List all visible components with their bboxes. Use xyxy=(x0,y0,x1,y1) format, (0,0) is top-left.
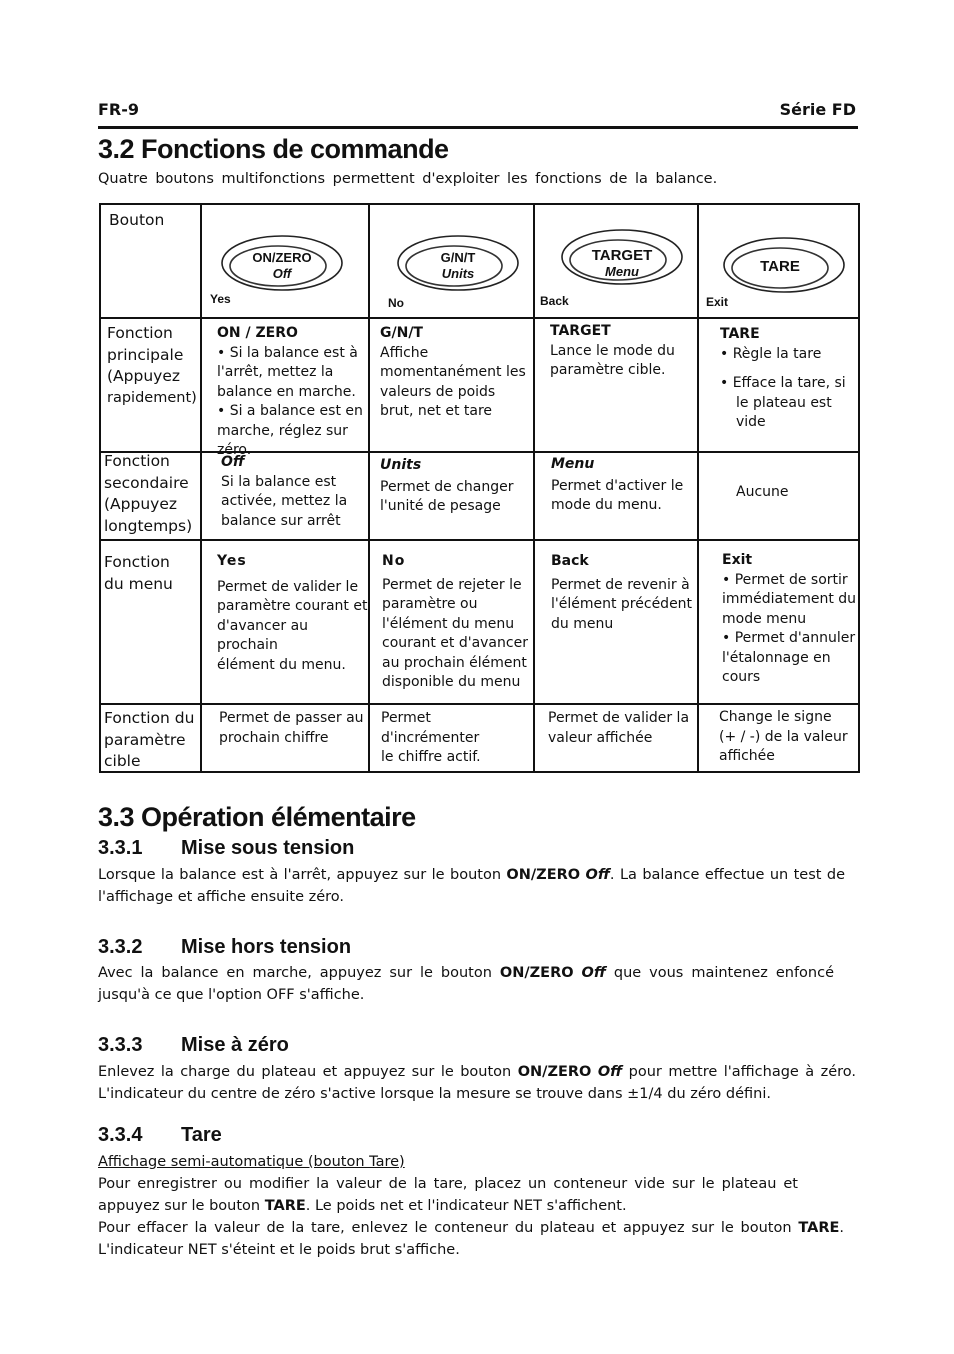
secondary-units: Units Permet de changer l'unité de pesage xyxy=(380,457,514,514)
primary-tare: TARE • Règle la tare • Efface la tare, si le plateau est vide xyxy=(720,326,846,430)
table-divider xyxy=(99,451,860,453)
page-header xyxy=(98,100,858,129)
button-caption: No xyxy=(388,296,404,310)
primary-on-zero: ON / ZERO • Si la balance est à l'arrêt, mettez la balance en marche. • Si a balance est en marche, réglez sur zéro. xyxy=(217,325,363,458)
secondary-none: Aucune xyxy=(736,484,789,500)
button-caption: Yes xyxy=(210,292,231,306)
button-label: TARE xyxy=(760,258,800,275)
series-name: Série FD xyxy=(779,100,856,119)
button-sub-label: Menu xyxy=(605,264,639,279)
menu-no: No Permet de rejeter le paramètre ou l'élément du menu courant et d'avancer au prochain élément disponible du menu xyxy=(382,553,528,690)
row-label-target: Fonction du paramètre cible xyxy=(104,709,195,770)
table-divider xyxy=(368,203,370,773)
secondary-off: Off Si la balance est activée, mettez la balance sur arrêt xyxy=(221,454,348,529)
target-on-zero: Permet de passer au prochain chiffre xyxy=(219,710,364,746)
section-3-3-4-body: Affichage semi-automatique (bouton Tare) Pour enregistrer ou modifier la valeur de la tare, placez un conteneur vide sur le plateau et appuyez sur le bouton TARE. Le poids net et l'indicateur NET s'affichent. Pour effacer la valeur de la tare, enlevez le conteneur du plateau et appuyez sur le bouton TARE. L'indicateur NET s'éteint et le poids brut s'affiche. xyxy=(98,1151,856,1261)
row-label-secondary: Fonction secondaire (Appuyez longtemps) xyxy=(104,452,193,535)
target-target: Permet de valider la valeur affichée xyxy=(548,710,690,746)
section-3-2-intro: Quatre boutons multifonctions permettent d'exploiter les fonctions de la balance. xyxy=(98,171,718,187)
row-label-menu: Fonction du menu xyxy=(104,553,173,593)
row-label-primary: Fonction principale (Appuyez rapidement) xyxy=(107,324,197,406)
page-number: FR-9 xyxy=(98,100,140,119)
button-label: G/N/T xyxy=(440,250,476,265)
target-tare: Change le signe (+ / -) de la valeur affichée xyxy=(719,709,848,764)
row-label-button: Bouton xyxy=(109,211,165,229)
section-3-3-1-body: Lorsque la balance est à l'arrêt, appuyez sur le bouton ON/ZERO Off. La balance effectue un test de l'affichage et affiche ensuite zéro. xyxy=(98,867,846,905)
table-divider xyxy=(99,539,860,541)
button-sub-label: Off xyxy=(272,266,292,281)
primary-target: TARGET Lance le mode du paramètre cible. xyxy=(550,323,675,378)
section-3-2-title: 3.2 Fonctions de commande xyxy=(98,134,449,164)
section-3-3-3-body: Enlevez la charge du plateau et appuyez sur le bouton ON/ZERO Off pour mettre l'affichage à zéro. L'indicateur du centre de zéro s'active lorsque la mesure se trouve dans ±1/4 du zéro défini. xyxy=(98,1064,857,1102)
section-3-3-title: 3.3 Opération élémentaire xyxy=(98,802,416,832)
table-divider xyxy=(99,703,860,705)
section-3-3-2-body: Avec la balance en marche, appuyez sur le bouton ON/ZERO Off que vous maintenez enfoncé jusqu'à ce que l'option OFF s'affiche. xyxy=(98,965,835,1003)
menu-exit: Exit • Permet de sortir immédiatement du mode menu • Permet d'annuler l'étalonnage en cours xyxy=(722,552,857,685)
tare-subheading: Affichage semi-automatique (bouton Tare) xyxy=(98,1154,405,1170)
table-divider xyxy=(697,203,699,773)
table-divider xyxy=(99,317,860,319)
button-sub-label: Units xyxy=(441,266,475,281)
secondary-menu: Menu Permet d'activer le mode du menu. xyxy=(551,456,684,513)
primary-gnt: G/N/T Affiche momentanément les valeurs de poids brut, net et tare xyxy=(380,325,526,419)
button-caption: Back xyxy=(540,294,569,308)
section-3-3-1-title: 3.3.1 Mise sous tension xyxy=(98,837,355,859)
target-gnt: Permet d'incrémenter le chiffre actif. xyxy=(381,710,481,765)
section-3-3-3-title: 3.3.3 Mise à zéro xyxy=(98,1034,289,1056)
button-label: TARGET xyxy=(591,247,653,264)
menu-yes: Yes Permet de valider le paramètre courant et d'avancer au prochain élément du menu. xyxy=(217,553,368,673)
section-3-3-2-title: 3.3.2 Mise hors tension xyxy=(98,936,352,958)
button-label: ON/ZERO xyxy=(252,250,312,265)
table-divider xyxy=(533,203,535,773)
menu-back: Back Permet de revenir à l'élément précédent du menu xyxy=(551,553,693,632)
button-caption: Exit xyxy=(706,295,729,309)
table-divider xyxy=(200,203,202,773)
section-3-3-4-title: 3.3.4 Tare xyxy=(98,1124,222,1146)
